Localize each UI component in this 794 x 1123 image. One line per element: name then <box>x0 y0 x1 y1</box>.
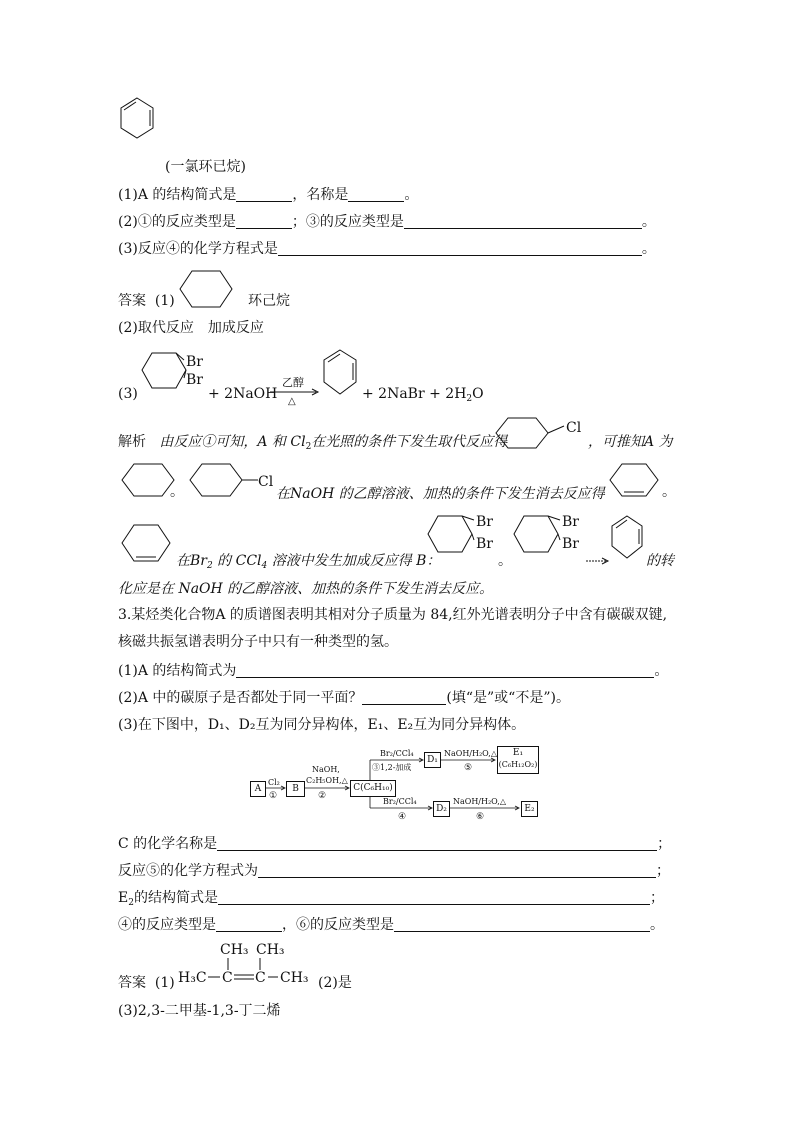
flow-r5-bot: ⑤ <box>464 763 473 773</box>
flow-node-B: B <box>286 781 305 797</box>
flow-r6-bot: ⑥ <box>476 812 485 822</box>
h3c-label: H₃C <box>178 970 207 986</box>
carbon-1: C <box>222 970 233 986</box>
br-label: Br <box>476 536 493 552</box>
ch3-top-right: CH₃ <box>256 942 285 958</box>
flow-r5-top: NaOH/H₂O,△ <box>444 749 497 758</box>
br-label: Br <box>562 536 579 552</box>
dibromocyclohexane-B <box>424 512 498 572</box>
answer-blank[interactable] <box>258 863 656 878</box>
flow-r2-top1: NaOH, <box>312 765 340 774</box>
period: 。 <box>170 484 184 500</box>
flow-r4-top: Br₂/CCl₄ <box>383 797 417 806</box>
question-3-line-2: 核磁共振氢谱表明分子中只有一种类型的氢。 <box>118 634 398 650</box>
cyclohexadiene-product <box>322 348 362 402</box>
cyclohexane-structure <box>178 268 234 312</box>
question-3-part-3: (3)在下图中，D₁、D₂互为同分异构体，E₁、E₂互为同分异构体。 <box>118 717 526 733</box>
cyclohexadiene-structure-top <box>118 96 158 146</box>
condition-heat: △ <box>288 396 296 407</box>
flow-r4-bot: ④ <box>398 812 407 822</box>
answer-blank[interactable] <box>217 836 657 851</box>
explanation-line-4: 化应是在 NaOH 的乙醇溶液、加热的条件下发生消去反应。 <box>118 581 494 597</box>
explanation-line-3-end: 的转 <box>646 553 674 569</box>
explanation-line-2: 在NaOH 的乙醇溶液、加热的条件下发生消去反应得 <box>276 486 605 502</box>
dibromocyclohexane-structure <box>138 350 208 408</box>
question-3-part-2: (2)A 中的碳原子是否都处于同一平面？ (填“是”或“不是”)。 <box>118 690 570 706</box>
dimethylbutene-structure <box>178 940 318 990</box>
answer-blank[interactable] <box>218 890 650 905</box>
question-3-c-name: C 的化学名称是 ； <box>118 836 672 852</box>
cyclohexadiene-structure-3 <box>610 514 648 566</box>
flow-node-E2: E₂ <box>521 801 538 817</box>
cyclohexene-structure-2 <box>120 522 174 566</box>
ch3-right: CH₃ <box>280 970 309 986</box>
dibromocyclohexane-B-2 <box>510 512 584 572</box>
flow-diagram <box>248 742 538 826</box>
question-3-line-1: 3.某烃类化合物A 的质谱图表明其相对分子质量为 84,红外光谱表明分子中含有碳碳双键, <box>118 607 668 623</box>
flow-node-A: A <box>250 781 266 797</box>
flow-node-C: C(C₆H₁₀) <box>350 780 396 797</box>
br-label: Br <box>186 354 203 370</box>
carbon-2: C <box>255 970 266 986</box>
answer-3-part-3: (3)2,3-二甲基-1,3-丁二烯 <box>118 1003 281 1019</box>
answer-blank[interactable] <box>404 214 642 229</box>
question-line-1: (1)A 的结构简式是 ，名称是 。 <box>118 187 419 203</box>
period: 。 <box>662 484 676 500</box>
question-line-3: (3)反应④的化学方程式是 。 <box>118 241 656 257</box>
answer-name: 环己烷 <box>248 293 290 309</box>
br-label: Br <box>186 372 203 388</box>
answer-blank[interactable] <box>236 663 654 678</box>
period: 。 <box>498 553 512 569</box>
answer-blank[interactable] <box>362 690 446 705</box>
explanation-line-1-end: ，可推知A 为 <box>588 434 673 450</box>
chlorocyclohexane-structure-2 <box>188 462 284 500</box>
flow-r1-bot: ① <box>269 791 278 801</box>
ch3-top-left: CH₃ <box>220 942 249 958</box>
reaction-arrow-ethanol <box>268 372 324 406</box>
answer-blank[interactable] <box>216 917 282 932</box>
answer-blank[interactable] <box>278 241 642 256</box>
flow-node-D1: D₁ <box>424 752 441 768</box>
answer-blank[interactable] <box>394 917 650 932</box>
flow-r2-bot: ② <box>318 791 327 801</box>
answer-blank[interactable] <box>236 214 292 229</box>
cyclohexane-A <box>120 462 176 500</box>
question-3-e2-structure: $E_2$的结构简式是 ； <box>118 890 664 908</box>
reagent-naoh: + 2NaOH <box>208 386 278 402</box>
br-label: Br <box>562 514 579 530</box>
cyclohexene-structure <box>608 462 662 500</box>
explanation-line-1: 解析 由反应①可知，A 和 $Cl_2$在光照的条件下发生取代反应得 <box>118 434 508 452</box>
reaction-arrow <box>584 556 612 566</box>
answer-3-label: 答案 (1) <box>118 975 175 991</box>
flow-r6-top: NaOH/H₂O,△ <box>453 797 506 806</box>
chlorocyclohexane-structure <box>494 416 590 452</box>
answer-3-part-2: (2)是 <box>318 975 352 991</box>
br-label: Br <box>476 514 493 530</box>
flow-r3-bot: ③1,2-加成 <box>372 763 412 772</box>
question-3-reaction-types: ④的反应类型是 ，⑥的反应类型是 。 <box>118 917 664 933</box>
chloro-cyclohexane-note: (一氯环已烷) <box>165 159 246 175</box>
answer-part-2: (2)取代反应 加成反应 <box>118 320 264 336</box>
flow-node-E1: E₁ (C₆H₁₂O₂) <box>497 746 539 774</box>
answer-label: 答案 (1) <box>118 293 175 309</box>
flow-r3-top: Br₂/CCl₄ <box>380 749 414 758</box>
answer-blank[interactable] <box>348 187 404 202</box>
condition-ethanol: 乙醇 <box>282 376 304 389</box>
reaction-products: + 2NaBr + $2H_2O$ <box>362 386 484 404</box>
question-line-2: (2)①的反应类型是 ；③的反应类型是 。 <box>118 214 656 230</box>
flow-node-D2: D₂ <box>433 801 450 817</box>
cl-label: Cl <box>566 420 582 436</box>
answer-part-3-label: (3) <box>118 386 138 402</box>
question-3-part-1: (1)A 的结构简式为 。 <box>118 663 669 679</box>
question-3-reaction-5: 反应⑤的化学方程式为 ； <box>118 863 670 879</box>
flow-r1-top: Cl₂ <box>268 778 280 787</box>
flow-r2-top2: C₂H₅OH,△ <box>306 776 348 785</box>
explanation-line-3: 在$Br_2$ 的 CCl$_4$ 溶液中发生加成反应得 B： <box>176 553 441 571</box>
cl-label: Cl <box>258 474 274 490</box>
answer-blank[interactable] <box>236 187 292 202</box>
